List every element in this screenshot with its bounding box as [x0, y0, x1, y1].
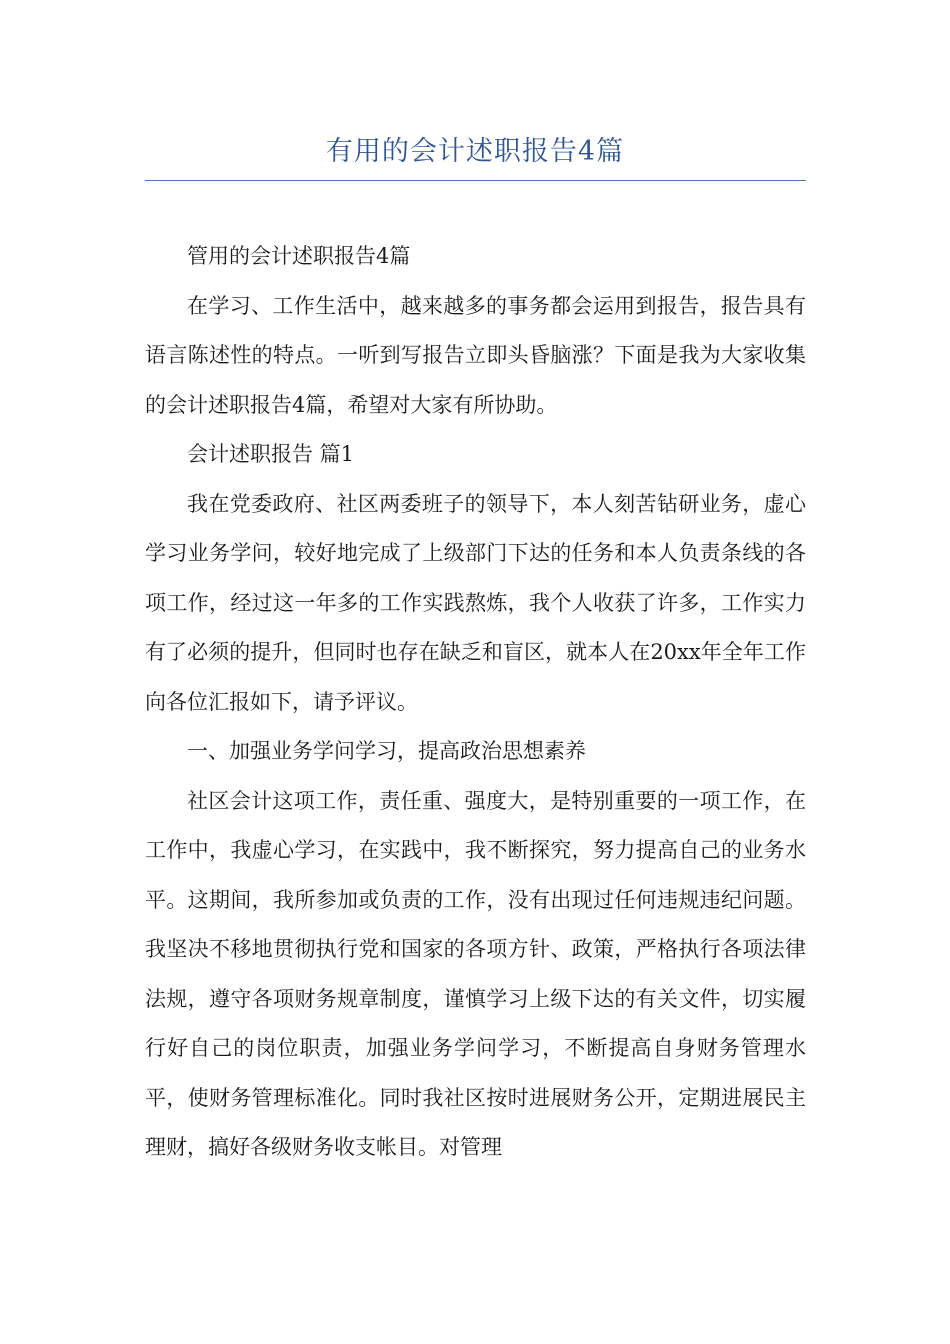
document-body	[145, 232, 806, 1173]
section-heading-part-1: 一、加强业务学问学习，提高政治思想素养	[187, 739, 586, 763]
section-heading-report-1: 会计述职报告 篇1	[187, 442, 355, 466]
paragraph-part-1-body: 社区会计这项工作，责任重、强度大，是特别重要的一项工作，在工作中，我虚心学习，在实践中，我不断探究，努力提高自己的业务水平。这期间，我所参加或负责的工作，没有出现过任何违规违纪问题。 我坚决不移地贯彻执行党和国家的各项方针、政策，严格执行各项法律法规，遵守各项财务规章制度，谨慎学习上级下达的有关文件，切实履行好自己的岗位职责，加强业务学问学习，不断提高自身财务管理水平，使财务管理标准化。同时我社区按时进展财务公开，定期进展民主理财，搞好各级财务收支帐目。对管理	[145, 788, 806, 1159]
paragraph-intro: 在学习、工作生活中，越来越多的事务都会运用到报告，报告具有语言陈述性的特点。一听到写报告立即头昏脑涨？下面是我为大家收集的会计述职报告4篇，希望对大家有所协助。	[145, 293, 806, 417]
title-divider	[145, 180, 806, 181]
document-title: 有用的会计述职报告4篇	[325, 136, 625, 167]
paragraph-report-1-opening: 我在党委政府、社区两委班子的领导下，本人刻苦钻研业务，虚心学习业务学问，较好地完成了上级部门下达的任务和本人负责条线的各项工作，经过这一年多的工作实践熬炼，我个人收获了许多，工作实力有了必须的提升，但同时也存在缺乏和盲区，就本人在20xx年全年工作向各位汇报如下，请予评议。	[145, 491, 806, 714]
paragraph-subtitle: 管用的会计述职报告4篇	[187, 244, 411, 268]
